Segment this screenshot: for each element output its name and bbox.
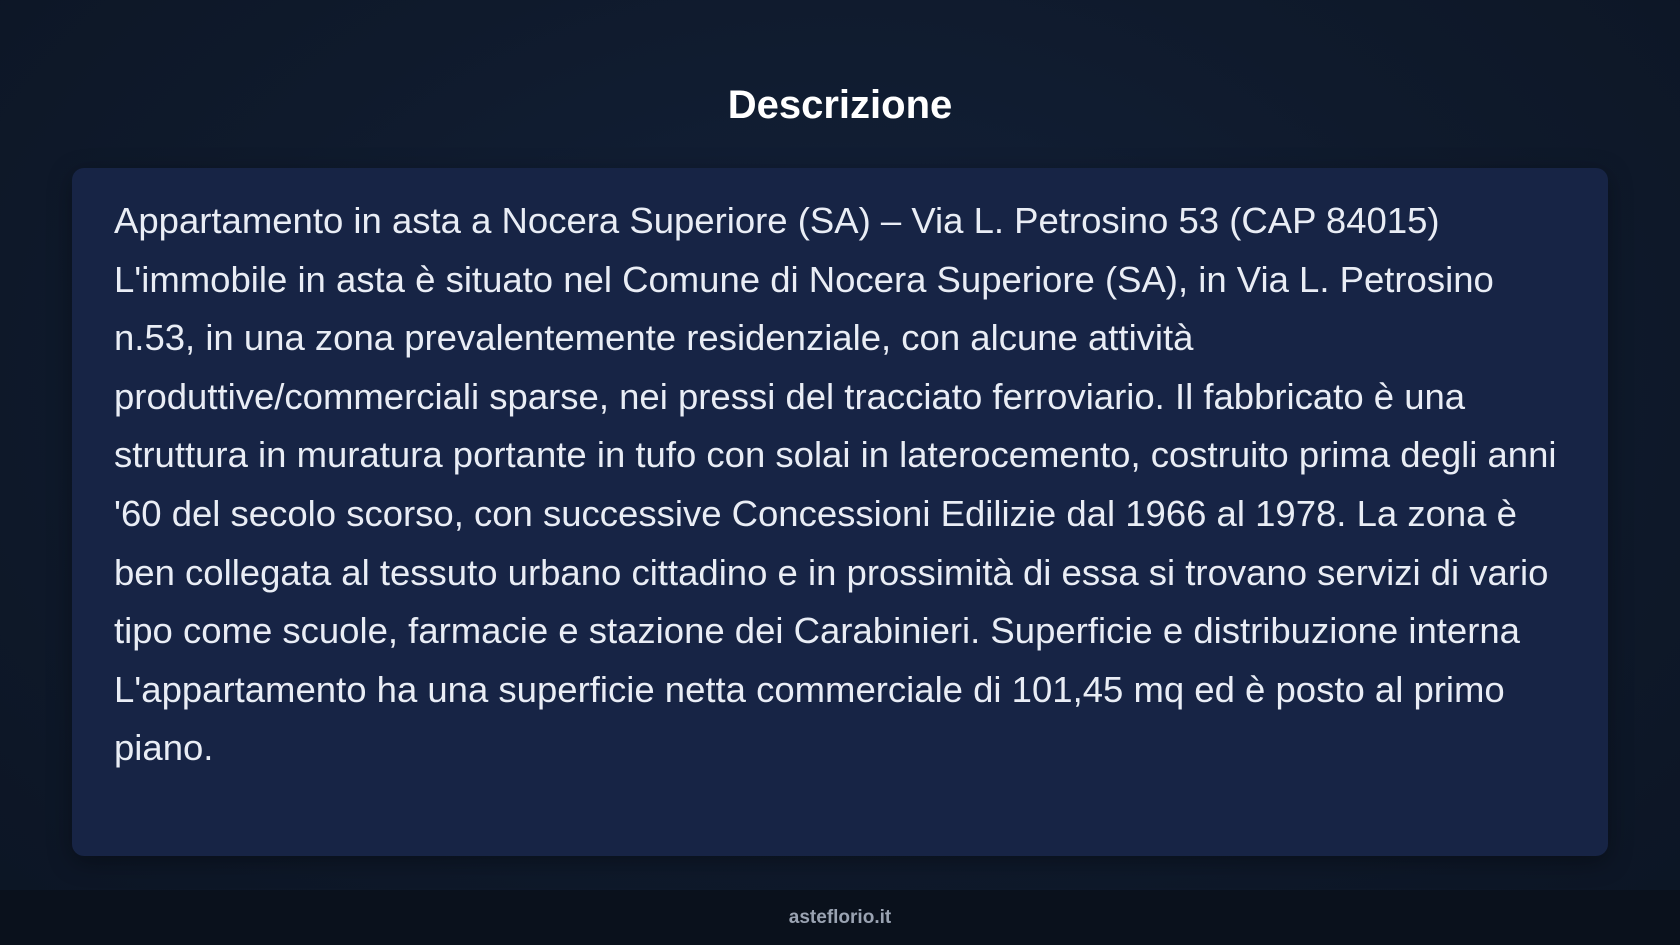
footer	[0, 890, 1680, 945]
footer-site-label: asteflorio.it	[788, 907, 892, 928]
page-title: Descrizione	[727, 83, 953, 127]
description-card	[72, 168, 1608, 856]
description-text: Appartamento in asta a Nocera Superiore (SA) – Via L. Petrosino 53 (CAP 84015) L'immobile in asta è situato nel Comune di Nocera Superiore (SA), in Via L. Petrosino n.53, in una zona prevalentemente residenziale, con alcune attività produttive/commerciali sparse, nei pressi del tracciato ferroviario. Il fabbricato è una struttura in muratura portante in tufo con solai in laterocemento, costruito prima degli anni '60 del secolo scorso, con successive Concessioni Edilizie dal 1966 al 1978. La zona è ben collegata al tessuto urbano cittadino e in prossimità di essa si trovano servizi di vario tipo come scuole, farmacie e stazione dei Carabinieri. Superficie e distribuzione interna L'appartamento ha una superficie netta commerciale di 101,45 mq ed è posto al primo piano.	[114, 200, 1557, 769]
